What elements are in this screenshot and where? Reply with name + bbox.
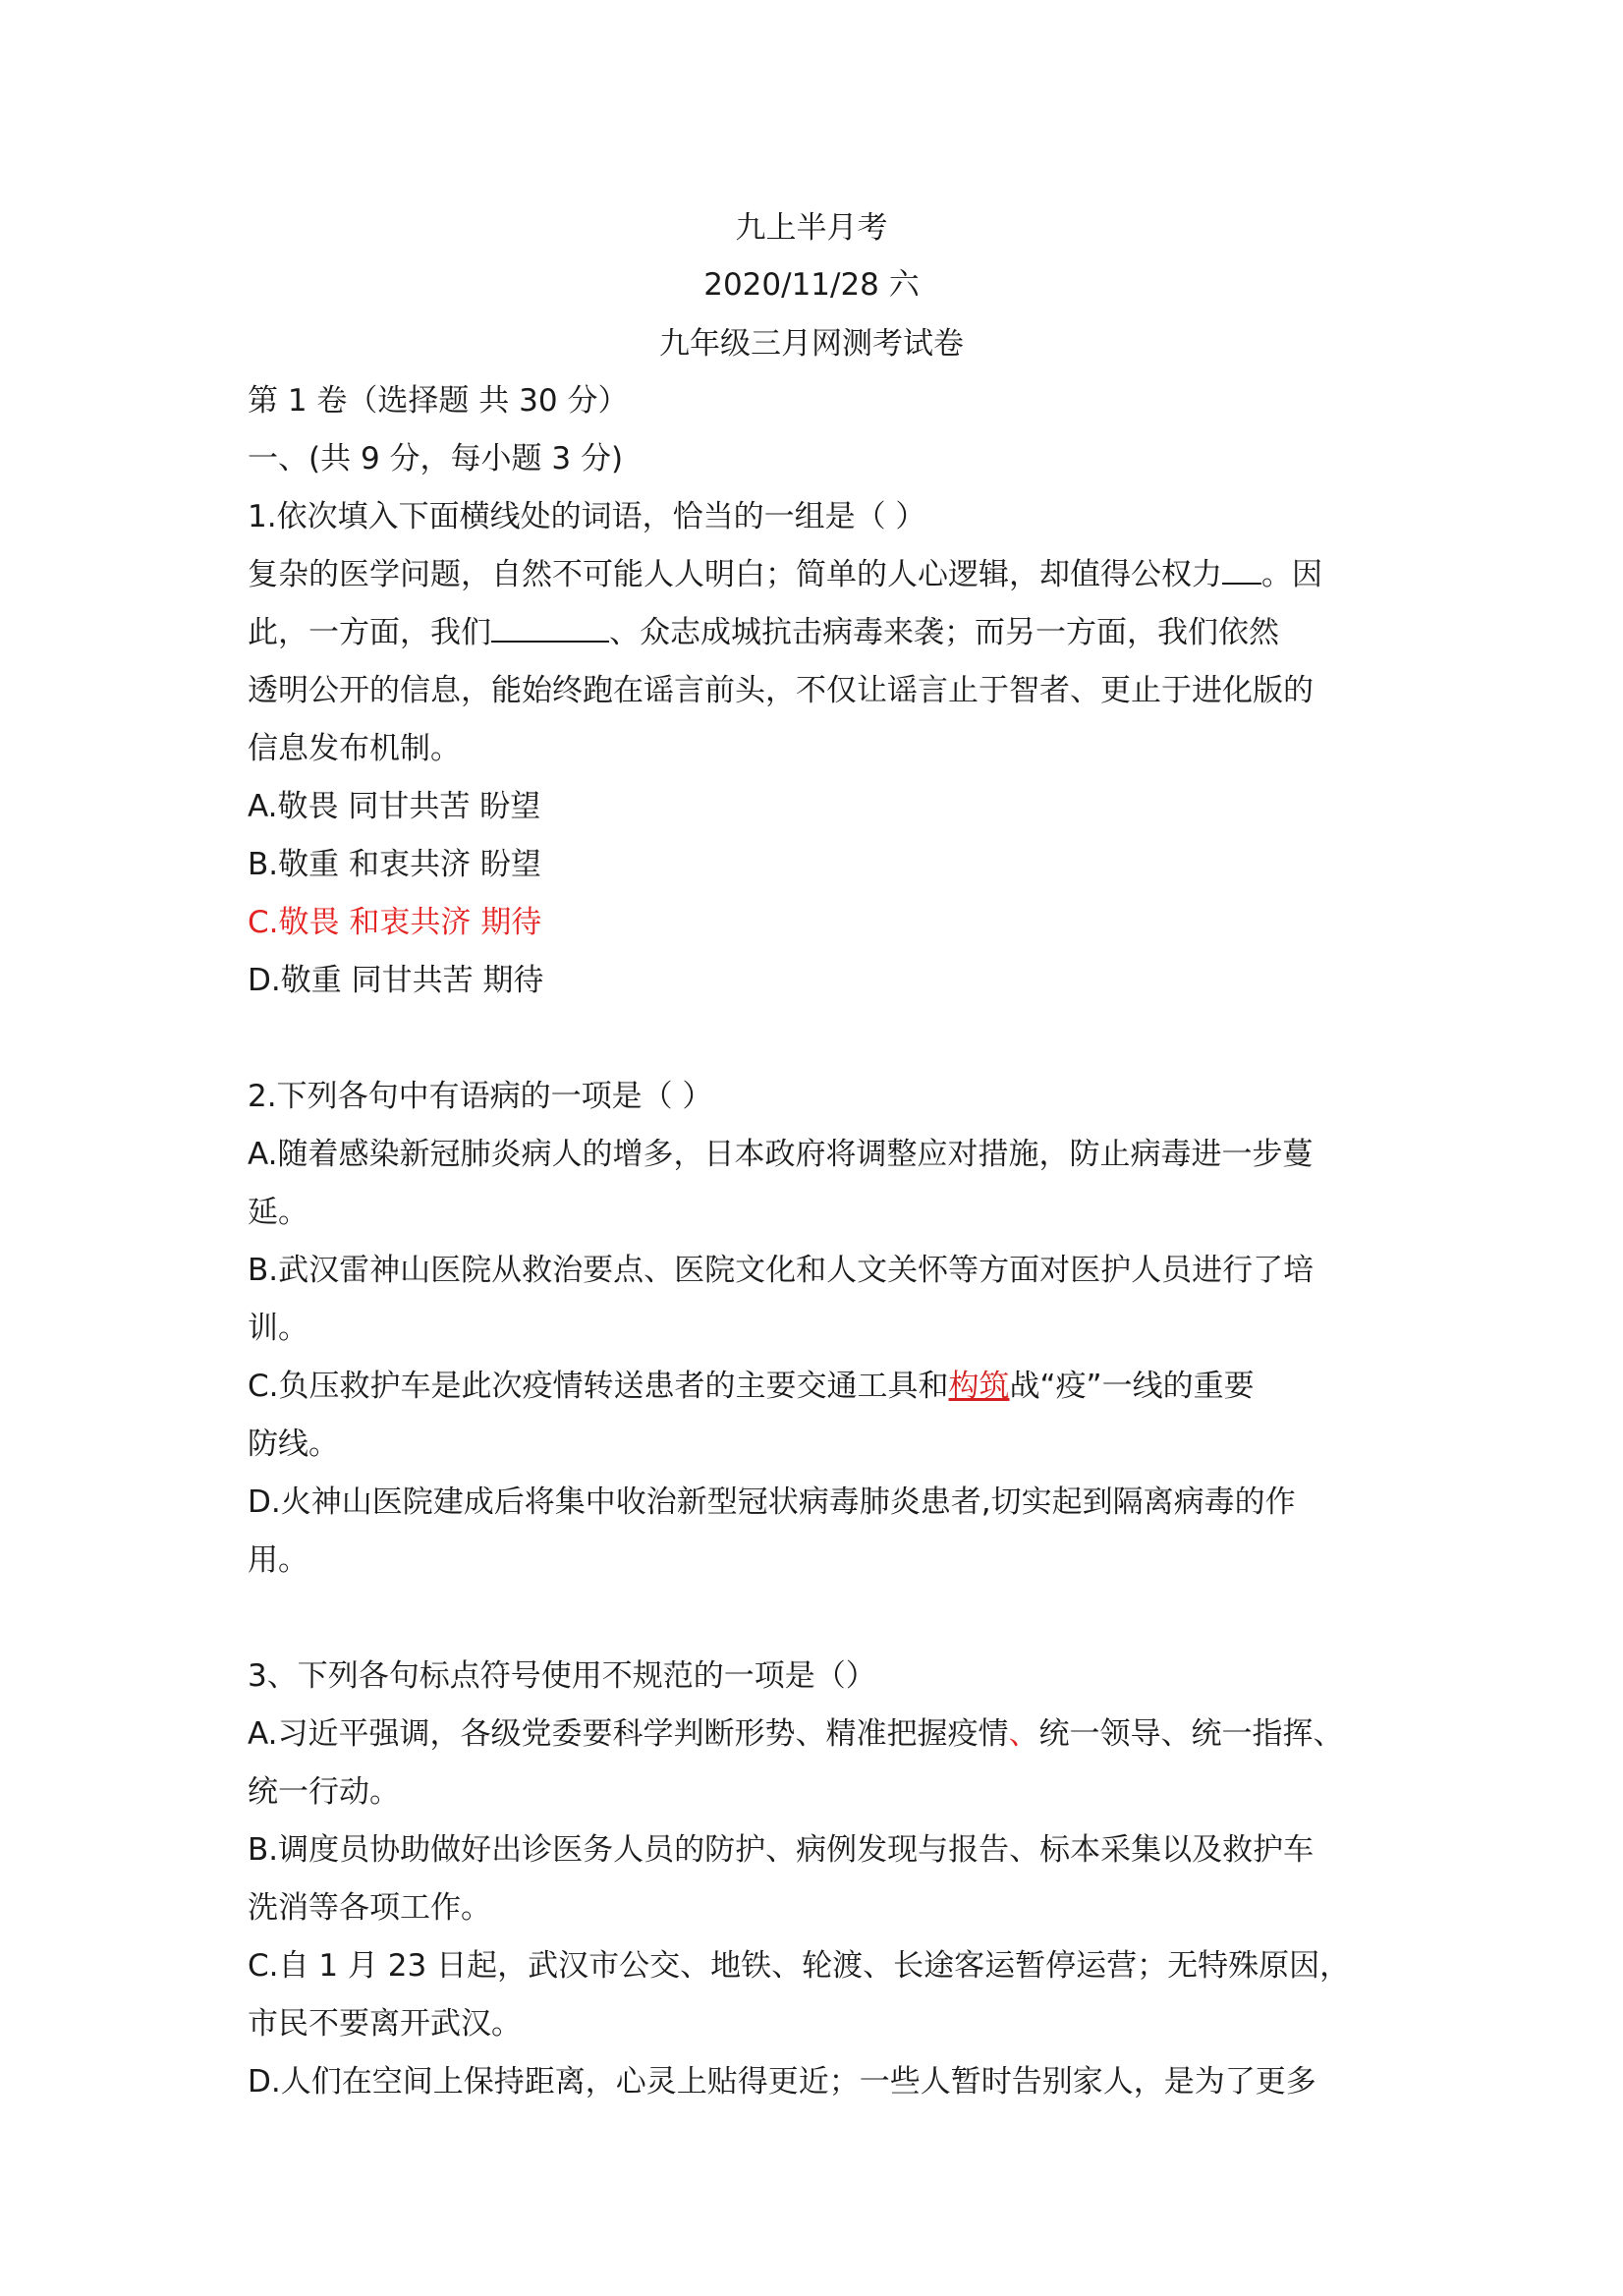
q3-stem: 3、下列各句标点符号使用不规范的一项是（） (248, 1658, 876, 1694)
q1-passage-line-1 (248, 555, 1387, 594)
q2-option-b-line-1: B.武汉雷神山医院从救治要点、医院文化和人文关怀等方面对医护人员进行了培 (248, 1253, 1315, 1288)
exam-name: 九年级三月网测考试卷 (659, 326, 964, 362)
q3-option-a-text: A.习近平强调，各级党委要科学判断形势、精准把握疫情 (248, 1716, 1009, 1752)
q2-option-d-line-2: 用。 (248, 1542, 308, 1578)
q1-stem: 1.依次填入下面横线处的词语，恰当的一组是（ ） (248, 499, 926, 534)
q2-highlighted-word: 构筑 (948, 1369, 1010, 1404)
q3-option-b-line-1: B.调度员协助做好出诊医务人员的防护、病例发现与报告、标本采集以及救护车 (248, 1832, 1315, 1868)
q1-passage-text: 。因 (1261, 557, 1322, 592)
q3-option-a-text: 统一领导、统一指挥、 (1038, 1716, 1344, 1752)
q1-option-c-answer: C.敬畏 和衷共济 期待 (248, 905, 542, 940)
q2-option-c-text: 战“疫”一线的重要 (1009, 1369, 1255, 1404)
q3-highlighted-mark: 、 (1008, 1716, 1039, 1752)
volume-heading: 第 1 卷（选择题 共 30 分） (248, 383, 629, 419)
part-heading: 一、(共 9 分，每小题 3 分) (248, 441, 624, 476)
q2-option-a-line-1: A.随着感染新冠肺炎病人的增多，日本政府将调整应对措施，防止病毒进一步蔓 (248, 1137, 1314, 1172)
q3-option-a-line-2: 统一行动。 (248, 1774, 400, 1810)
q1-option-a: A.敬畏 同甘共苦 盼望 (248, 789, 541, 824)
q1-passage-text: 复杂的医学问题，自然不可能人人明白；简单的人心逻辑，却值得公权力 (248, 557, 1222, 592)
q3-option-c-line-2: 市民不要离开武汉。 (248, 2006, 522, 2042)
q2-option-c-line-2: 防线。 (248, 1427, 339, 1462)
q2-stem: 2.下列各句中有语病的一项是（ ） (248, 1079, 713, 1114)
q1-passage-text: 、众志成城抗击病毒来袭；而另一方面，我们依然 (609, 615, 1279, 650)
exam-date: 2020/11/28 六 (703, 267, 920, 303)
q1-passage-line-3: 透明公开的信息，能始终跑在谣言前头，不仅让谣言止于智者、更止于进化版的 (248, 673, 1314, 708)
q1-passage-text: 此，一方面，我们 (248, 615, 491, 650)
q3-option-a-line-1 (248, 1714, 1387, 1754)
q2-option-c-text: C.负压救护车是此次疫情转送患者的主要交通工具和 (248, 1369, 949, 1404)
q2-option-c-line-1 (248, 1367, 1387, 1406)
q3-option-b-line-2: 洗消等各项工作。 (248, 1890, 491, 1926)
q1-option-d: D.敬重 同甘共苦 期待 (248, 963, 544, 998)
q1-passage-line-2 (248, 613, 1387, 652)
exam-title: 九上半月考 (735, 210, 888, 246)
q2-option-d-line-1: D.火神山医院建成后将集中收治新型冠状病毒肺炎患者,切实起到隔离病毒的作 (248, 1484, 1296, 1520)
q3-option-c-line-1: C.自 1 月 23 日起，武汉市公交、地铁、轮渡、长途客运暂停运营；无特殊原因， (248, 1948, 1351, 1984)
q2-option-a-line-2: 延。 (248, 1195, 308, 1230)
fill-blank (491, 613, 609, 643)
fill-blank (1222, 555, 1261, 585)
q2-option-b-line-2: 训。 (248, 1311, 308, 1346)
q1-passage-line-4: 信息发布机制。 (248, 731, 461, 766)
q1-option-b: B.敬重 和衷共济 盼望 (248, 847, 541, 882)
q3-option-d-line-1: D.人们在空间上保持距离，心灵上贴得更近；一些人暂时告别家人，是为了更多 (248, 2064, 1316, 2100)
